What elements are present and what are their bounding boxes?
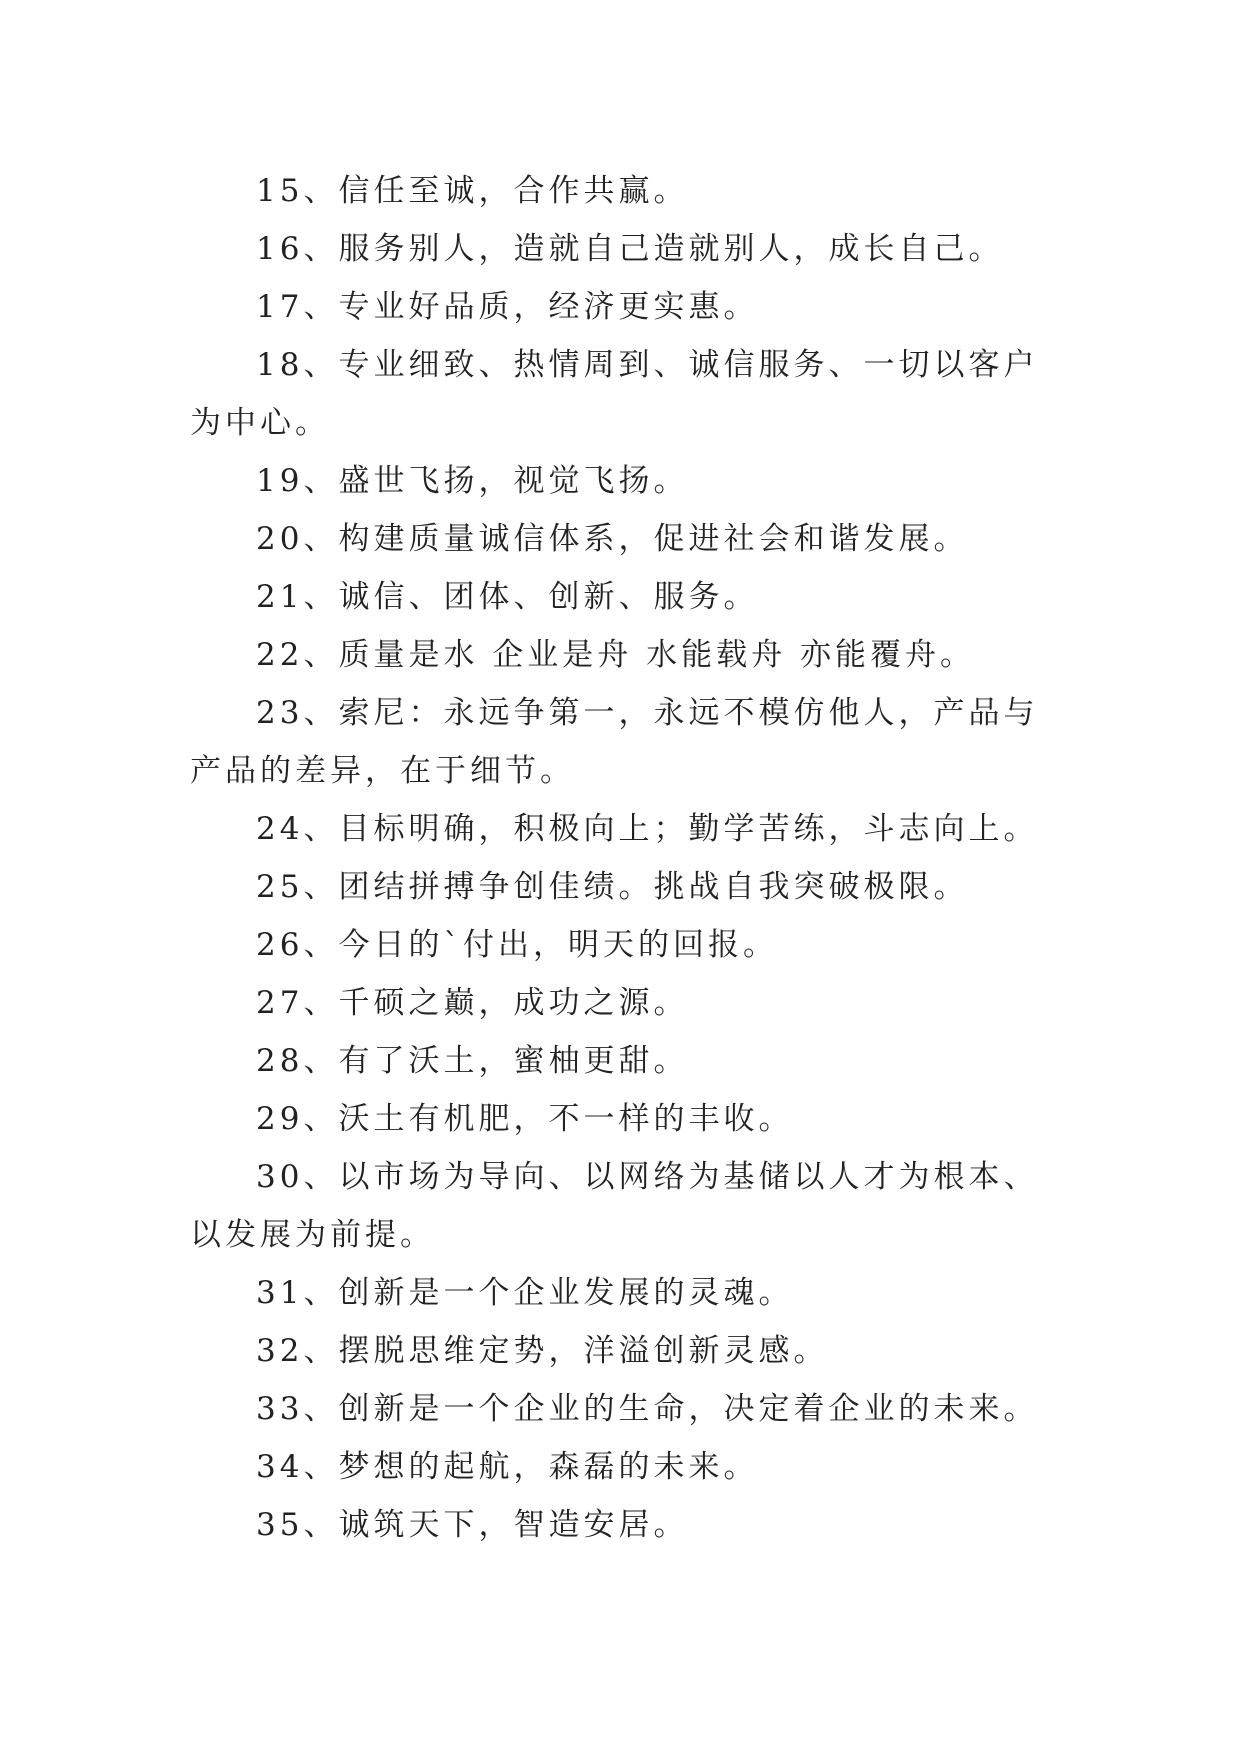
paragraph-24: 24、目标明确，积极向上；勤学苦练，斗志向上。 <box>256 811 1039 847</box>
paragraph-34: 34、梦想的起航，森磊的未来。 <box>256 1449 759 1485</box>
paragraph-35: 35、诚筑天下，智造安居。 <box>256 1507 689 1543</box>
paragraph-27: 27、千硕之巅，成功之源。 <box>256 985 689 1021</box>
paragraph-15: 15、信任至诚，合作共赢。 <box>256 173 689 209</box>
paragraph-32: 32、摆脱思维定势，洋溢创新灵感。 <box>256 1333 829 1369</box>
paragraph-17: 17、专业好品质，经济更实惠。 <box>256 289 759 325</box>
paragraph-26: 26、今日的`付出，明天的回报。 <box>256 927 778 963</box>
paragraph-23: 23、索尼：永远争第一，永远不模仿他人，产品与产品的差异，在于细节。 <box>190 695 1039 789</box>
paragraph-30: 30、以市场为导向、以网络为基储以人才为根本、以发展为前提。 <box>190 1159 1039 1253</box>
paragraph-31: 31、创新是一个企业发展的灵魂。 <box>256 1275 794 1311</box>
paragraph-20: 20、构建质量诚信体系，促进社会和谐发展。 <box>256 521 969 557</box>
paragraph-33: 33、创新是一个企业的生命，决定着企业的未来。 <box>256 1391 1039 1427</box>
paragraph-22: 22、质量是水 企业是舟 水能载舟 亦能覆舟。 <box>256 637 976 673</box>
document-page <box>190 162 1052 1554</box>
paragraph-16: 16、服务别人，造就自己造就别人，成长自己。 <box>256 231 1004 267</box>
paragraph-18: 18、专业细致、热情周到、诚信服务、一切以客户为中心。 <box>190 347 1039 441</box>
paragraph-28: 28、有了沃土，蜜柚更甜。 <box>256 1043 689 1079</box>
paragraph-29: 29、沃土有机肥，不一样的丰收。 <box>256 1101 794 1137</box>
paragraph-19: 19、盛世飞扬，视觉飞扬。 <box>256 463 689 499</box>
paragraph-25: 25、团结拼搏争创佳绩。挑战自我突破极限。 <box>256 869 969 905</box>
paragraph-21: 21、诚信、团体、创新、服务。 <box>256 579 759 615</box>
